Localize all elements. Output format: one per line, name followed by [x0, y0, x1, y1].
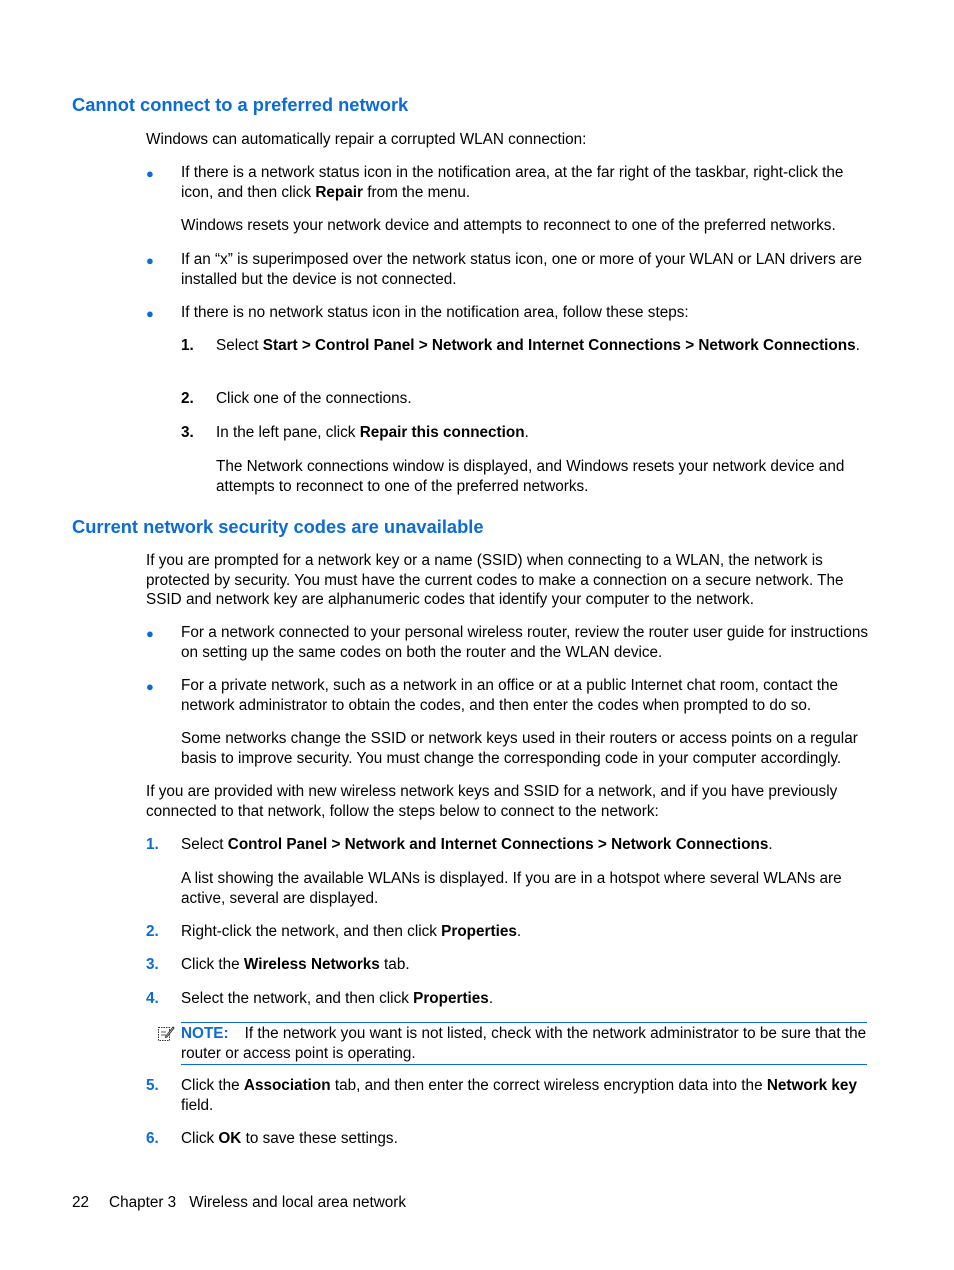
section2-step2: Right-click the network, and then click Properties. — [181, 923, 522, 940]
page-footer — [72, 1193, 406, 1213]
step-number: 4. — [146, 990, 159, 1007]
section2-step5: Click the Association tab, and then enter the correct wireless encryption data into the Network key field. — [181, 1077, 857, 1114]
bullet-icon: ● — [146, 166, 154, 181]
bullet-icon: ● — [146, 306, 154, 321]
section2-bullet2-follow: Some networks change the SSID or network keys used in their routers or access points on a regular basis to improve security. You must change the corresponding code in your computer accordingly. — [181, 730, 858, 767]
step-number: 6. — [146, 1130, 159, 1147]
bullet-icon: ● — [146, 253, 154, 268]
section1-bullet3: If there is no network status icon in the notification area, follow these steps: — [181, 304, 689, 321]
step-number: 2. — [181, 390, 194, 407]
section2-step1-follow: A list showing the available WLANs is displayed. If you are in a hotspot where several WLANs are active, several are displayed. — [181, 870, 842, 907]
note-label: NOTE: — [181, 1025, 229, 1042]
section2-bullet1: For a network connected to your personal wireless router, review the router user guide for instructions on setting up the same codes on both the router and the WLAN device. — [181, 624, 868, 661]
section1-step2: Click one of the connections. — [216, 390, 412, 407]
section2-para2: If you are provided with new wireless network keys and SSID for a network, and if you have previously connected to that network, follow the steps below to connect to the network: — [146, 783, 838, 820]
step-number: 3. — [146, 956, 159, 973]
note-box — [181, 1022, 867, 1065]
section1-step1: Select Start > Control Panel > Network and Internet Connections > Network Connections. — [216, 337, 860, 354]
section1-step3: In the left pane, click Repair this connection. — [216, 424, 529, 441]
step-number: 2. — [146, 923, 159, 940]
section2-step3: Click the Wireless Networks tab. — [181, 956, 410, 973]
section-heading-preferred-network: Cannot connect to a preferred network — [72, 94, 409, 115]
section1-bullet2: If an “x” is superimposed over the network status icon, one or more of your WLAN or LAN drivers are installed but the device is not connected. — [181, 251, 862, 288]
note-content — [181, 1023, 867, 1063]
section2-step1: Select Control Panel > Network and Internet Connections > Network Connections. — [181, 836, 773, 853]
page-number: 22 — [72, 1194, 90, 1211]
section1-step3-follow: The Network connections window is displayed, and Windows resets your network device and attempts to reconnect to one of the preferred networks. — [216, 458, 845, 495]
note-pencil-icon — [157, 1024, 175, 1042]
section2-bullet2: For a private network, such as a network in an office or at a public Internet chat room, contact the network administrator to obtain the codes, and then enter the codes when prompted to do so. — [181, 677, 838, 714]
chapter-title: Wireless and local area network — [189, 1194, 407, 1211]
bullet-icon: ● — [146, 679, 154, 694]
step-number: 1. — [181, 337, 194, 354]
bullet-icon: ● — [146, 626, 154, 641]
section-heading-security-codes: Current network security codes are unavailable — [72, 516, 484, 537]
note-text: If the network you want is not listed, check with the network administrator to be sure that the router or access point is operating. — [181, 1025, 867, 1062]
section2-intro: If you are prompted for a network key or a name (SSID) when connecting to a WLAN, the network is protected by security. You must have the current codes to make a connection on a secure network. The SSID and network key are alphanumeric codes that identify your computer to the network. — [146, 552, 844, 609]
section1-bullet1: If there is a network status icon in the notification area, at the far right of the taskbar, right-click the icon, and then click Repair from the menu. — [181, 164, 844, 201]
section1-intro: Windows can automatically repair a corrupted WLAN connection: — [146, 131, 587, 148]
step-number: 1. — [146, 836, 159, 853]
step-number: 3. — [181, 424, 194, 441]
step-number: 5. — [146, 1077, 159, 1094]
section2-step4: Select the network, and then click Properties. — [181, 990, 494, 1007]
section1-bullet1-follow: Windows resets your network device and attempts to reconnect to one of the preferred networks. — [181, 217, 836, 234]
section2-step6: Click OK to save these settings. — [181, 1130, 398, 1147]
chapter-label: Chapter 3 — [109, 1194, 177, 1211]
